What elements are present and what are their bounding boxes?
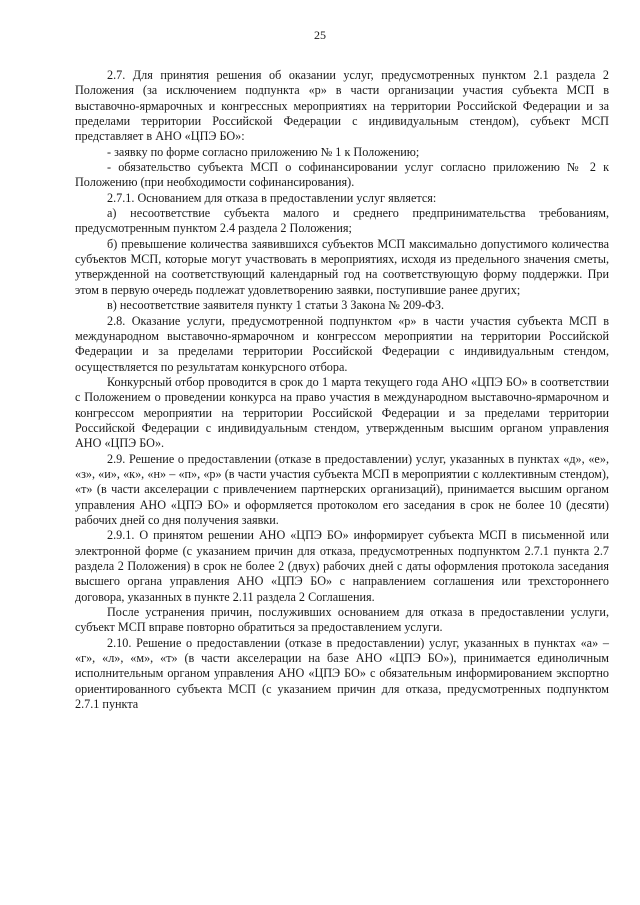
paragraph-refusal-a: а) несоответствие субъекта малого и среднего предпринимательства требованиям, предусмотренным пунктом 2.4 раздела 2 Положения; — [75, 206, 609, 236]
paragraph-2-7: 2.7. Для принятия решения об оказании услуг, предусмотренных пунктом 2.1 раздела 2 Положения (за исключением подпункта «р» в части организации участия субъекта МСП в выставочно-ярмарочных и конгрессных мероприятиях на территории Российской Федерации и за пределами территории Российской Федерации с индивидуальным стендом), субъект МСП представляет в АНО «ЦПЭ БО»: — [75, 68, 609, 144]
paragraph-obligation-item: - обязательство субъекта МСП о софинансировании услуг согласно приложению № 2 к Положению (при необходимости софинансирования). — [75, 160, 609, 190]
paragraph-refusal-b: б) превышение количества заявившихся субъектов МСП максимально допустимого количества субъектов МСП, которые могут участвовать в мероприятиях, исходя из предельного значения сметы, утвержденной на соответствующий календарный год на соответствующую форму поддержки. При этом в первую очередь подлежат удовлетворению заявки, поступившие ранее других; — [75, 236, 609, 297]
paragraph-2-7-1: 2.7.1. Основанием для отказа в предоставлении услуг является: — [107, 190, 437, 205]
document-body — [75, 68, 609, 712]
paragraph-2-10: 2.10. Решение о предоставлении (отказе в предоставлении) услуг, указанных в пунктах «а» – «г», «л», «м», «т» (в части акселерации на базе АНО «ЦПЭ БО»), принимается единоличным исполнительным органом управления АНО «ЦПЭ БО» с обязательным информированием экспортно ориентированного субъекта МСП (с указанием причин для отказа, предусмотренных подпунктом 2.7.1 пункта — [75, 635, 609, 712]
paragraph-refusal-c: в) несоответствие заявителя пункту 1 статьи 3 Закона № 209-ФЗ. — [107, 298, 445, 313]
paragraph-2-8: 2.8. Оказание услуги, предусмотренной подпунктом «р» в части участия субъекта МСП в международном выставочно-ярмарочном и конгрессом мероприятии на территории Российской Федерации и за пределами территории Российской Федерации с индивидуальным стендом, осуществляется по результатам конкурсного отбора. — [75, 313, 609, 374]
paragraph-2-9: 2.9. Решение о предоставлении (отказе в предоставлении) услуг, указанных в пунктах «д», «е», «з», «и», «к», «н» – «п», «р» (в части участия субъекта МСП в мероприятии с коллективным стендом), «т» (в части акселерации с привлечением партнерских организаций), принимается высшим органом управления АНО «ЦПЭ БО» и оформляется протоколом его заседания в срок не более 10 (десяти) рабочих дней со дня получения заявки. — [75, 451, 609, 527]
paragraph-2-9-1: 2.9.1. О принятом решении АНО «ЦПЭ БО» информирует субъекта МСП в письменной или электронной форме (с указанием причин для отказа, предусмотренных подпунктом 2.7.1 пункта 2.7 раздела 2 Положения) в срок не более 2 (двух) рабочих дней с даты оформления протокола заседания высшего органа управления АНО «ЦПЭ БО» с направлением соглашения или трехстороннего договора, указанных в пункте 2.11 раздела 2 Соглашения. — [75, 528, 609, 604]
paragraph-competitive-selection: Конкурсный отбор проводится в срок до 1 марта текущего года АНО «ЦПЭ БО» в соответствии с Положением о проведении конкурса на право участия в международном выставочно-ярмарочном и конгрессом мероприятии на территории Российской Федерации и за пределами территории Российской Федерации с индивидуальным стендом, утвержденным высшим органом управления АНО «ЦПЭ БО». — [75, 374, 609, 451]
paragraph-reapply: После устранения причин, послуживших основанием для отказа в предоставлении услуги, субъект МСП вправе повторно обратиться за предоставлением услуги. — [75, 605, 609, 635]
page-number: 25 — [314, 28, 326, 42]
paragraph-application-item: - заявку по форме согласно приложению № 1 к Положению; — [107, 144, 420, 159]
